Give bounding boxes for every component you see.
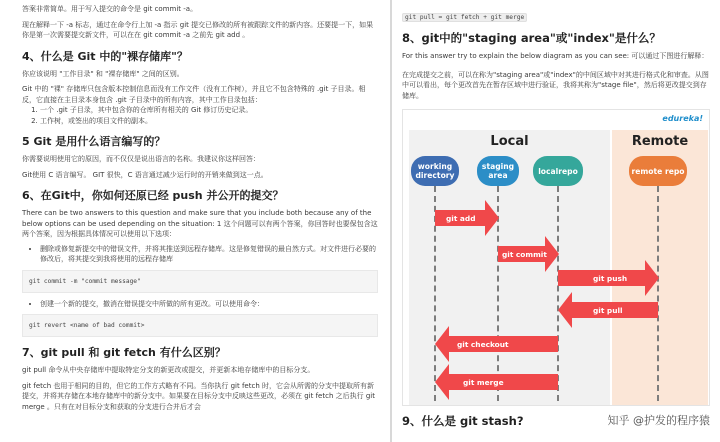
q4-para-1: 你应该说明 "工作目录" 和 "裸存储库" 之间的区别。 xyxy=(22,69,184,78)
heading-q8: 8、git中的"staging area"或"index"是什么？ xyxy=(402,31,661,45)
git-pull-label: git pull xyxy=(593,306,623,315)
git-add-label: git add xyxy=(446,214,476,223)
heading-q7: 7、git pull 和 git fetch 有什么区别？ xyxy=(22,346,226,359)
q6-para-1: There can be two answers to this question and make sure that you include both because any of the below options can be used depending on the situation: 1 这个问题可以有两个答案，你回答时也要保包含这两个答案，因为根据具体情况可以使用以下选项： xyxy=(22,209,378,238)
remote-label: Remote xyxy=(631,134,689,149)
heading-q9: 9、什么是 git stash? xyxy=(402,414,524,428)
heading-q5: 5 Git 是用什么语言编写的？ xyxy=(22,135,166,148)
q5-para-1: 你需要说明使用它的原因，而不仅仅是说出语言的名称。我建议你这样回答： xyxy=(22,155,260,163)
q7-para-1: git pull 命令从中央存储库中提取特定分支的新更改或提交，并更新本地存储库中的目标分支。 xyxy=(22,366,315,374)
intro-line-2: 现在解释一下 -a 标志，通过在命令行上加 -a 指示 git 提交已修改的所有被跟踪文件的新内容。还要提一下，如果你是第一次需要提交新文件，可以在在 git commit -a 之前先 git add 。 xyxy=(22,20,374,39)
local-label: Local xyxy=(490,134,529,149)
code-block-revert: git revert <name of bad commit> xyxy=(22,314,378,337)
q4-list-item: 2. 工作树，或签出的项目文件的副本。 xyxy=(40,116,378,127)
code-block-commit: git commit -m "commit message" xyxy=(22,270,378,293)
q6-bullet: • 创建一个新的提交，撤消在错误提交中所做的所有更改。可以使用命令： xyxy=(40,299,378,310)
q8-para-2: 在完成提交之前，可以在称为"staging area"或"index"的中间区域中对其进行格式化和审查。从图中可以看出，每个更改首先在暂存区域中进行验证，我将其称为"stage file"，然后将更改提交到存储库。 xyxy=(402,70,709,100)
git-checkout-label: git checkout xyxy=(457,340,509,349)
q6-bullet: • 删除或修复新提交中的错误文件，并将其推送到远程存储库。这是修复错误的最自然方式。对文件进行必要的修改后，将其提交到我将使用的远程存储库 xyxy=(40,244,378,265)
remote-repo-node: remote repo xyxy=(629,156,687,186)
right-page xyxy=(392,0,720,442)
q6-bullet-list-1 xyxy=(22,244,378,265)
top-code-snippet: git pull = git fetch + git merge xyxy=(402,13,527,22)
working-directory-node: working directory xyxy=(411,156,459,186)
zhihu-watermark: 知乎 @护发的程序猿 xyxy=(607,414,710,427)
git-commit-label: git commit xyxy=(502,250,547,259)
q6-bullet-list-2 xyxy=(22,299,378,310)
staging-area-node: staging area xyxy=(477,156,519,186)
git-workflow-diagram xyxy=(402,109,710,406)
q4-list xyxy=(22,105,378,126)
q4-para-2: Git 中的 "裸" 存储库只包含版本控制信息而没有工作文件（没有工作树），并且它不包含特殊的 .git 子目录。相反，它直接在主目录本身包含 .git 子目录中的所有内容，其中工作目录包括： xyxy=(22,85,366,104)
q8-para-1: For this answer try to explain the below diagram as you can see: 可以通过下图进行解释： xyxy=(402,52,709,60)
q7-para-2: git fetch 也用于相同的目的，但它的工作方式略有不同。当你执行 git fetch 时，它会从所需的分支中提取所有新提交，并将其存储在本地存储库中的新分支中。如果要在目标分支中反映这些更改，必须在 git fetch 之后执行 git merge 。只有在对目标分支和获取的分支进行合并后才会 xyxy=(22,381,375,411)
q4-list-item: 1. 一个 .git 子目录，其中包含你的仓库所有相关的 Git 修订历史记录。 xyxy=(40,105,378,116)
git-merge-label: git merge xyxy=(463,378,504,387)
edureka-logo: edureka! xyxy=(662,114,703,123)
git-push-label: git push xyxy=(593,274,628,283)
arrows-layer xyxy=(403,110,710,406)
q5-para-2: Git使用 C 语言编写。 GIT 很快，C 语言通过减少运行时的开销来做到这一点。 xyxy=(22,170,268,179)
heading-q4: 4、什么是 Git 中的"裸存储库"？ xyxy=(22,49,188,63)
intro-line-1: 答案非常简单。用于写入提交的命令是 git commit -a。 xyxy=(22,5,198,13)
heading-q6: 6、在Git中，你如何还原已经 push 并公开的提交？ xyxy=(22,189,284,202)
localrepo-node: localrepo xyxy=(533,156,583,186)
